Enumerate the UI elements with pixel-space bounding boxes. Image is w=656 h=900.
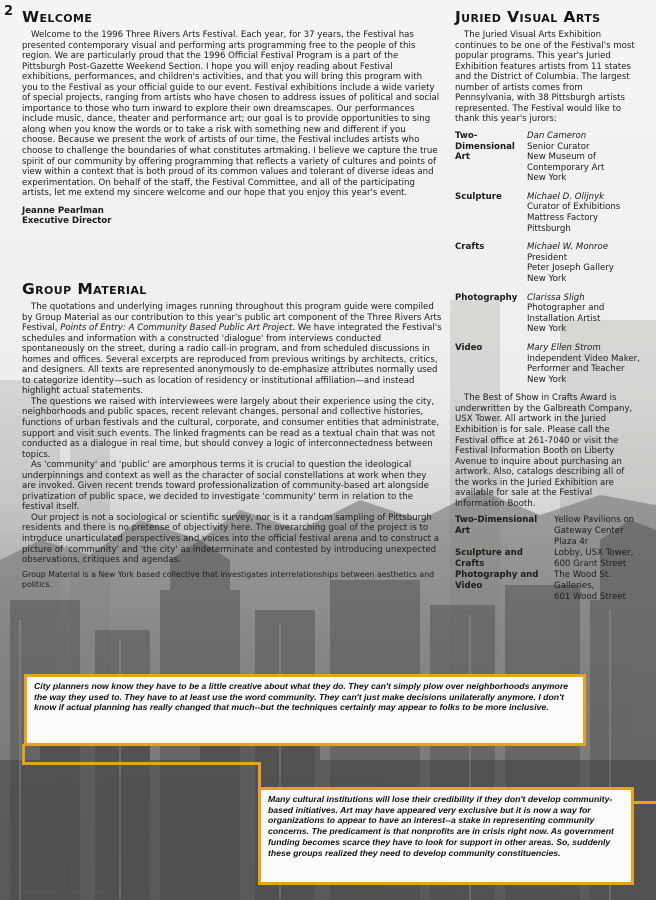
juror-row: [455, 131, 641, 184]
juror-line: President: [527, 252, 568, 263]
p1-text-a: The quotations and underlying images running throughout this program guide were compiled by Group Material as our contribution to this year's public art component of the Three Rivers Arts Festival,: [22, 302, 442, 334]
venue-location: Lobby, USX Tower, 600 Grant Street: [554, 548, 634, 569]
juror-line: Mattress Factory: [527, 213, 599, 224]
juror-line: New York: [527, 374, 567, 385]
juror-line: Curator of Exhibitions: [527, 202, 621, 213]
group-material-paragraph-4: Our project is not a sociological or scientific survey, nor is it a random sampling of Pittsburgh residents and there is no pretense of objectivity here. The overarching goal of the project is to introduce unarticulated perspectives and voices into the official festival arena and to construct a picture of 'community' and 'the city' as indeterminate and contested by introducing unexpected observations, critiques and agendas.: [22, 512, 440, 566]
juror-row: [455, 192, 641, 234]
group-material-paragraph-3: As 'community' and 'public' are amorphous terms it is crucial to question the ideological underpinnings and context as well as the character of social constellations at work when they are invoked. Given recent trends toward professionalization of community-based art alongside privatization of public space, we decided to investigate 'community' term in relation to the festival itself.: [22, 460, 429, 513]
quote-connector-line: [22, 744, 25, 764]
juror-info: [527, 192, 641, 234]
juror-category: Crafts: [455, 242, 485, 253]
juror-line: Photographer and: [527, 303, 605, 314]
quote-connector-line: [22, 762, 261, 765]
quote-callout: City planners now know they have to be a little creative about what they do. They can't simply plow over neighborhoods anymore the way they used to. They have to at least use the word community. They can't just make decisions unilaterally anymore. I don't know if actual planning has really changed that much--but the techniques certainly may appear to folks to be more inclusive.: [24, 674, 586, 746]
signature-name: Jeanne Pearlman: [22, 205, 104, 216]
juror-line: Performer and Teacher: [527, 364, 625, 375]
juror-row: [455, 293, 641, 335]
juror-name: Michael W. Monroe: [527, 242, 609, 253]
group-material-heading: Group Material: [22, 280, 147, 298]
juror-category: Video: [455, 343, 483, 354]
signature-title: Executive Director: [22, 216, 112, 227]
juror-name: Clarissa Sligh: [527, 292, 585, 303]
venue-row: [455, 570, 641, 602]
juror-line: Pittsburgh: [527, 223, 571, 234]
juried-outro: The Best of Show in Crafts Award is underwritten by the Galbreath Company, USX Tower. All artwork in the Juried Exhibition is for sale. Please call the Festival office at 261-7040 or visit the Festival Information Booth on Liberty Avenue to inquire about purchasing an artwork. Also, catalogs describing all of the works in the Juried Exhibition are available for sale at the Festival Information Booth.: [455, 393, 633, 509]
juried-intro: The Juried Visual Arts Exhibition continues to be one of the Festival's most popular programs. This year's Juried Exhibition features artists from 11 states and the District of Columbia. The largest number of artists comes from Pennsylvania, with 38 Pittsburgh artists represented. The Festival would like to thank this year's jurors:: [455, 30, 635, 125]
juror-name: Dan Cameron: [527, 130, 587, 141]
venue-row: [455, 548, 641, 569]
group-material-section: [22, 280, 442, 590]
welcome-section: [22, 8, 440, 227]
juror-info: [527, 131, 641, 184]
juror-line: Senior Curator: [527, 141, 590, 152]
juror-line: Contemporary Art: [527, 162, 605, 173]
juried-heading: Juried Visual Arts: [455, 8, 601, 26]
project-title: Points of Entry: A Community Based Public Art Project: [60, 323, 293, 334]
group-material-footnote: Group Material is a New York based collective that investigates interrelationships between aesthetics and politics.: [22, 569, 435, 589]
juried-visual-arts-section: [455, 8, 641, 603]
juror-category: Two-Dimensional Art: [455, 130, 515, 163]
juror-line: New York: [527, 324, 567, 335]
juror-category: Photography: [455, 292, 518, 303]
welcome-body: Welcome to the 1996 Three Rivers Arts Festival. Each year, for 37 years, the Festival has presented contemporary visual and performing arts programming free to the people of this region. We are particularly proud that the 1996 Official Festival Program is a part of the Pittsburgh Post-Gazette Weekend Section. I hope you will enjoy reading about Festival exhibitions, performances, and children's activities, and that you will bring this program with you to the Festival as your official guide to our event. Festival exhibitions include a wide variety of special projects, ranging from artists who have chosen to address issues of political and social importance to those who turn inward to explore their own dreamscapes. Our performances include music, dance, theater and performance art; our goal is to provide opportunities to sing along when you know the words or to take a risk with something new and different if you choose. Because we present the work of artists of our time, the Festival includes artists who choose to challenge the boundaries of what constitutes artmaking. I believe we capture the true spirit of our community by offering programming that reflects a variety of cultures and points of view within a context that is both proud of its common values and tolerant of diverse ideas and experimentation. On behalf of the staff, the Festival Committee, and all of the participating artists, let me extend my sincere welcome and our hope that you enjoy this year's event.: [22, 30, 440, 199]
quote-connector-line: [631, 801, 656, 804]
group-material-paragraph-2: The questions we raised with interviewees were largely about their experience using the city, neighborhoods and public spaces, recent relevant changes, personal and collective histories, functions of urban festivals and the cultural, corporate, and consumer entities that administrate, support and visit such events. The linked fragments can be read as a textual chain that was not conducted as a dialogue in real time, but should convey a logic of interconnectedness between topics.: [22, 396, 440, 460]
venues-list: [455, 515, 641, 602]
juror-row: [455, 343, 641, 385]
juror-info: [527, 343, 641, 385]
jurors-list: [455, 131, 641, 385]
juror-line: Installation Artist: [527, 313, 601, 324]
venue-category: Sculpture and Crafts: [455, 548, 523, 569]
juror-row: [455, 242, 641, 284]
juror-line: Independent Video Maker,: [527, 353, 640, 364]
juror-name: Mary Ellen Strom: [527, 343, 601, 354]
group-material-paragraph-1: [22, 302, 442, 397]
p1-text-b: . We have integrated the Festival's schedules and information with a constructed 'dialogue' from interviews conducted spontaneously on the street, during a radio call-in program, and from scheduled discussions in homes and offices. Several excerpts are reproduced from previous writings by architects, critics, and designers. All texts are represented anonymously to de-emphasize attributes normally used to categorize identity—such as location of residency or institutional affiliation—and instead highlight actual statements.: [22, 323, 442, 397]
juror-line: Peter Joseph Gallery: [527, 263, 614, 274]
venue-location: Yellow Pavilions on Gateway Center Plaza 4r: [554, 515, 635, 547]
juror-line: New York: [527, 274, 567, 285]
signature: [22, 206, 440, 227]
venue-category: Photography and Video: [455, 570, 539, 591]
quote-callout: Many cultural institutions will lose their credibility if they don't develop community-based initiatives. Art may have appeared very exclusive but it is now a way for organizations to appear to have an interest--a stake in representing community concerns. The predicament is that nonprofits are in crisis right now. As government funding becomes scarce they have to look for support in other areas. So, suddenly these groups realized they need to develop community constituencies.: [258, 787, 634, 885]
juror-name: Michael D. Olijnyk: [527, 191, 605, 202]
juror-info: [527, 293, 641, 335]
venue-category: Two-Dimensional Art: [455, 515, 538, 536]
juror-line: New York: [527, 173, 567, 184]
venue-location: The Wood St. Galleries, 601 Wood Street: [554, 570, 626, 602]
venue-row: [455, 515, 641, 547]
juror-info: [527, 242, 641, 284]
page-number: 2: [4, 4, 14, 19]
juror-category: Sculpture: [455, 191, 502, 202]
welcome-heading: Welcome: [22, 8, 93, 26]
juror-line: New Museum of: [527, 152, 596, 163]
quote-connector-line: [258, 762, 261, 788]
